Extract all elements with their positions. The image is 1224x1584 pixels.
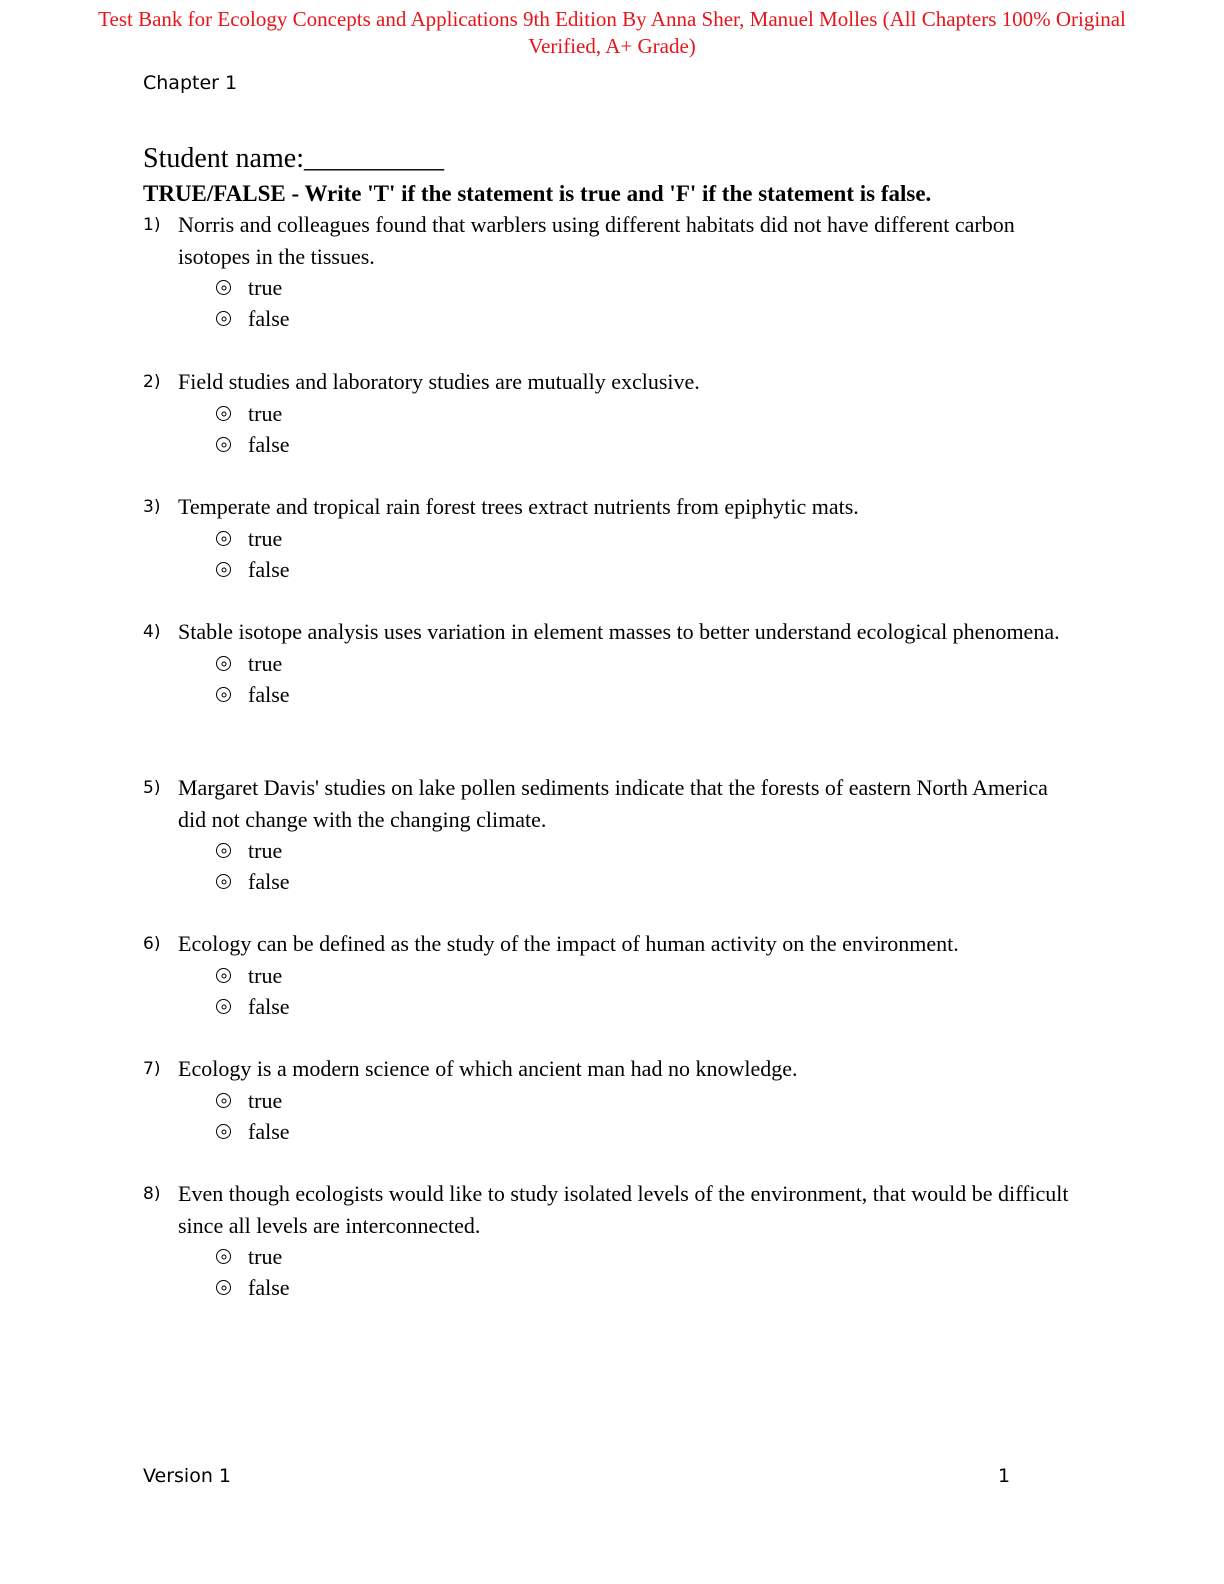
radio-circle-icon[interactable] (216, 531, 231, 546)
option-false[interactable] (216, 1116, 1073, 1147)
option-label: false (248, 682, 290, 707)
radio-circle-icon[interactable] (216, 280, 231, 295)
option-true[interactable] (216, 1241, 1073, 1272)
radio-circle-icon[interactable] (216, 999, 231, 1014)
footer-version: Version 1 (143, 1465, 231, 1487)
question-text: Temperate and tropical rain forest trees extract nutrients from epiphytic mats. (178, 494, 859, 519)
question-6 (143, 928, 1073, 1022)
option-true[interactable] (216, 272, 1073, 303)
question-number: 2) (143, 372, 161, 392)
question-4 (143, 616, 1073, 710)
option-false[interactable] (216, 303, 1073, 334)
radio-circle-icon[interactable] (216, 687, 231, 702)
option-false[interactable] (216, 554, 1073, 585)
option-true[interactable] (216, 648, 1073, 679)
question-number: 7) (143, 1059, 161, 1079)
question-7 (143, 1053, 1073, 1147)
question-text: Margaret Davis' studies on lake pollen sediments indicate that the forests of eastern North America did not change with the changing climate. (178, 775, 1048, 832)
option-label: true (248, 651, 283, 676)
radio-circle-icon[interactable] (216, 311, 231, 326)
question-number: 4) (143, 622, 161, 642)
answer-options (216, 648, 1073, 710)
option-label: true (248, 838, 283, 863)
answer-options (216, 835, 1073, 897)
option-label: true (248, 963, 283, 988)
answer-options (216, 960, 1073, 1022)
option-true[interactable] (216, 1085, 1073, 1116)
option-label: false (248, 557, 290, 582)
option-label: false (248, 994, 290, 1019)
option-label: true (248, 401, 283, 426)
document-banner: Test Bank for Ecology Concepts and Applications 9th Edition By Anna Sher, Manuel Molles (All Chapters 100% Original Verified, A+ Grade) (98, 7, 1126, 58)
section-instructions: TRUE/FALSE - Write 'T' if the statement is true and 'F' if the statement is false. (143, 181, 932, 206)
radio-circle-icon[interactable] (216, 843, 231, 858)
option-label: true (248, 526, 283, 551)
question-number: 6) (143, 934, 161, 954)
radio-circle-icon[interactable] (216, 1280, 231, 1295)
radio-circle-icon[interactable] (216, 874, 231, 889)
radio-circle-icon[interactable] (216, 656, 231, 671)
option-label: true (248, 1088, 283, 1113)
question-text: Field studies and laboratory studies are mutually exclusive. (178, 369, 700, 394)
option-label: true (248, 1244, 283, 1269)
question-number: 1) (143, 215, 161, 235)
option-false[interactable] (216, 1272, 1073, 1303)
option-label: true (248, 275, 283, 300)
answer-options (216, 1085, 1073, 1147)
question-3 (143, 491, 1073, 585)
answer-options (216, 1241, 1073, 1303)
question-text: Norris and colleagues found that warblers using different habitats did not have different carbon isotopes in the tissues. (178, 212, 1015, 269)
option-false[interactable] (216, 679, 1073, 710)
option-true[interactable] (216, 398, 1073, 429)
option-label: false (248, 306, 290, 331)
student-name-field: Student name:__________ (143, 143, 444, 174)
option-false[interactable] (216, 866, 1073, 897)
option-label: false (248, 1119, 290, 1144)
radio-circle-icon[interactable] (216, 1249, 231, 1264)
radio-circle-icon[interactable] (216, 968, 231, 983)
answer-options (216, 272, 1073, 334)
option-label: false (248, 869, 290, 894)
question-number: 8) (143, 1184, 161, 1204)
question-8 (143, 1178, 1073, 1303)
question-2 (143, 366, 1073, 460)
question-text: Ecology is a modern science of which ancient man had no knowledge. (178, 1056, 798, 1081)
page-number: 1 (998, 1465, 1011, 1487)
option-false[interactable] (216, 429, 1073, 460)
answer-options (216, 523, 1073, 585)
radio-circle-icon[interactable] (216, 1124, 231, 1139)
question-text: Stable isotope analysis uses variation in element masses to better understand ecological phenomena. (178, 619, 1060, 644)
question-text: Ecology can be defined as the study of the impact of human activity on the environment. (178, 931, 959, 956)
option-true[interactable] (216, 960, 1073, 991)
option-label: false (248, 1275, 290, 1300)
question-5 (143, 772, 1073, 897)
question-1 (143, 209, 1073, 334)
radio-circle-icon[interactable] (216, 437, 231, 452)
radio-circle-icon[interactable] (216, 1093, 231, 1108)
option-false[interactable] (216, 991, 1073, 1022)
answer-options (216, 398, 1073, 460)
question-text: Even though ecologists would like to study isolated levels of the environment, that would be difficult since all levels are interconnected. (178, 1181, 1069, 1238)
radio-circle-icon[interactable] (216, 406, 231, 421)
radio-circle-icon[interactable] (216, 562, 231, 577)
question-number: 5) (143, 778, 161, 798)
option-true[interactable] (216, 835, 1073, 866)
option-label: false (248, 432, 290, 457)
chapter-heading: Chapter 1 (143, 72, 238, 94)
option-true[interactable] (216, 523, 1073, 554)
question-number: 3) (143, 497, 161, 517)
